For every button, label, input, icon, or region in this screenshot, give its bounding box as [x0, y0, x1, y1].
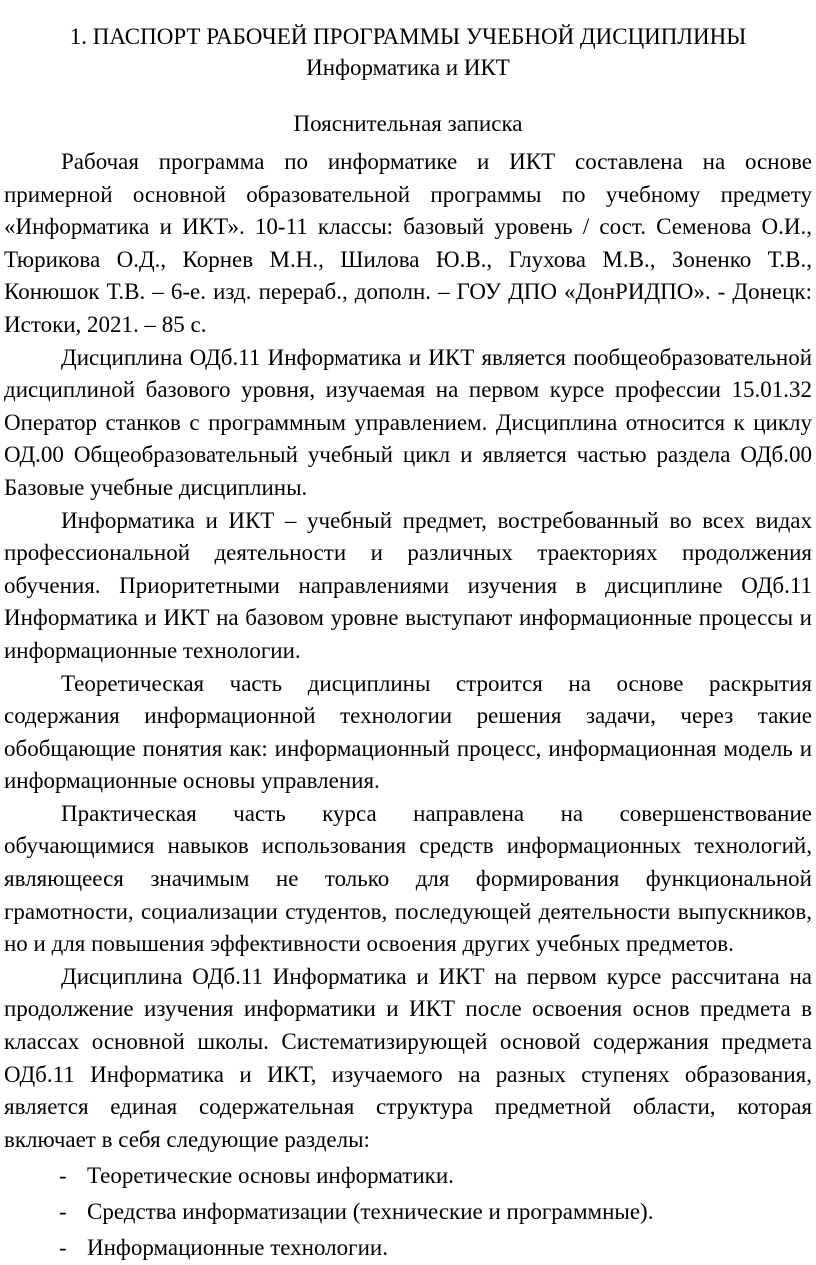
list-dash-marker: -	[59, 1235, 67, 1261]
list-dash-marker: -	[59, 1199, 67, 1224]
discipline-subtitle: Информатика и ИКТ	[306, 55, 510, 80]
paragraph-subject-importance: Информатика и ИКТ – учебный предмет, востребованный во всех видах профессиональной деятельности и различных траекториях продолжения обучения. Приоритетными направлениями изучения в дисциплине ОДб.11 Информатика и ИКТ на базовом уровне выступают информационные процессы и информационные технологии.	[4, 507, 812, 663]
list-item-text: Информационные технологии.	[87, 1235, 388, 1261]
sections-list	[4, 1160, 812, 1265]
document-title: 1. ПАСПОРТ РАБОЧЕЙ ПРОГРАММЫ УЧЕБНОЙ ДИСЦИПЛИНЫ	[69, 24, 747, 49]
section-heading: Пояснительная записка	[293, 111, 523, 136]
paragraph-discipline-status: Дисциплина ОДб.11 Информатика и ИКТ является пообщеобразовательной дисциплиной базового уровня, изучаемая на первом курсе профессии 15.01.32 Оператор станков с программным управлением. Дисциплина относится к циклу ОД.00 Общеобразовательный учебный цикл и является частью раздела ОДб.00 Базовые учебные дисциплины.	[4, 344, 812, 500]
paragraph-practice-part: Практическая часть курса направлена на совершенствование обучающимися навыков использования средств информационных технологий, являющееся значимым не только для формирования функциональной грамотности, социализации студентов, последующей деятельности выпускников, но и для повышения эффективности освоения других учебных предметов.	[4, 800, 812, 957]
list-item	[4, 1232, 812, 1265]
list-item-text: Средства информатизации (технические и программные).	[87, 1199, 654, 1224]
list-item-text: Теоретические основы информатики.	[87, 1162, 454, 1188]
document-body	[4, 146, 812, 1265]
paragraph-program-basis: Рабочая программа по информатике и ИКТ составлена на основе примерной основной образовательной программы по учебному предмету «Информатика и ИКТ». 10-11 классы: базовый уровень / сост. Семенова О.И., Тюрикова О.Д., Корнев М.Н., Шилова Ю.В., Глухова М.В., Зоненко Т.В., Конюшок Т.В. – 6-е. изд. перераб., дополн. – ГОУ ДПО «ДонРИДПО». - Донецк: Истоки, 2021. – 85 с.	[4, 149, 812, 337]
paragraph-course-structure: Дисциплина ОДб.11 Информатика и ИКТ на первом курсе рассчитана на продолжение изучения информатики и ИКТ после освоения основ предмета в классах основной школы. Систематизирующей основой содержания предмета ОДб.11 Информатика и ИКТ, изучаемого на разных ступенях образования, является единая содержательная структура предметной области, которая включает в себя следующие разделы:	[4, 963, 812, 1152]
paragraph-theory-part: Теоретическая часть дисциплины строится на основе раскрытия содержания информационной технологии решения задачи, через такие обобщающие понятия как: информационный процесс, информационная модель и информационные основы управления.	[4, 670, 812, 794]
list-item	[4, 1196, 812, 1229]
list-dash-marker: -	[59, 1162, 67, 1188]
list-item	[4, 1160, 812, 1193]
